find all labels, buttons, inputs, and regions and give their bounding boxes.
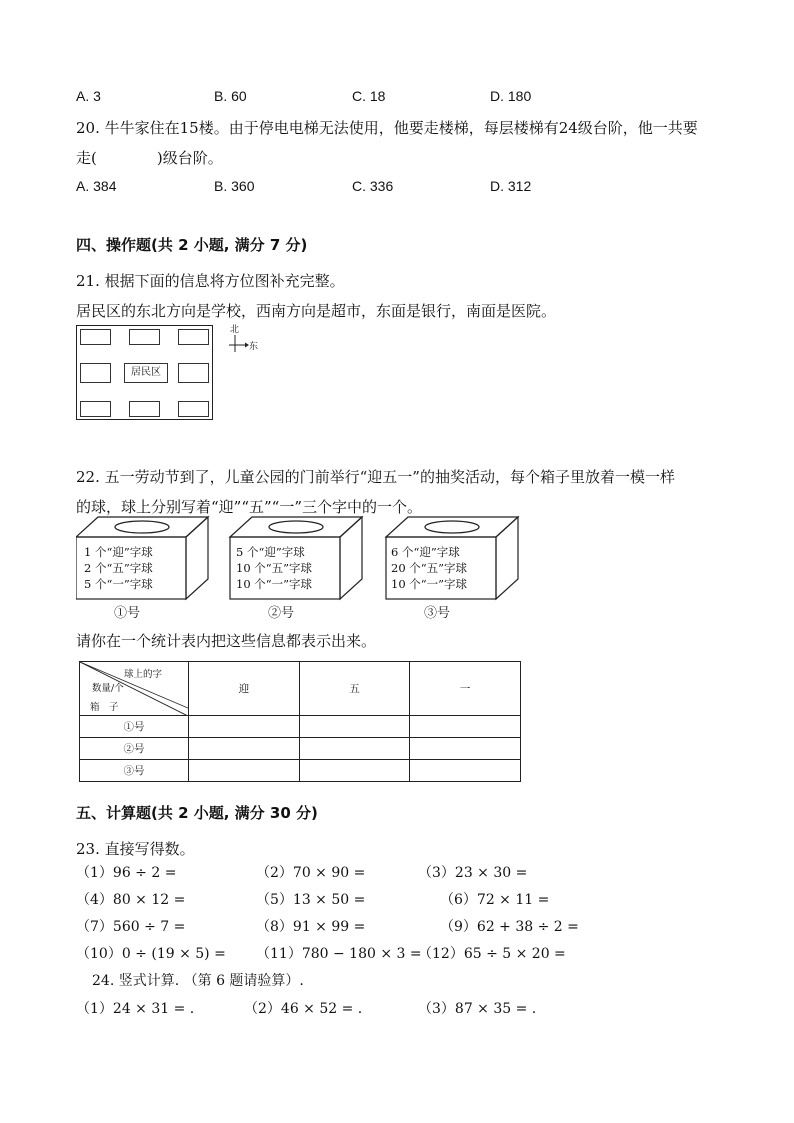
- vertical-calc-item: （1）24 × 31 = .: [76, 1001, 195, 1017]
- box-3-caption: ③号: [424, 606, 451, 621]
- direction-map: [76, 325, 213, 420]
- row-header: ①号: [80, 716, 189, 738]
- q24-title: 24. 竖式计算. （第 6 题请验算）.: [92, 973, 304, 989]
- q19-option-d: D. 180: [490, 88, 532, 104]
- calc-item: （12）65 ÷ 5 × 20 =: [418, 946, 566, 962]
- q21-line1: 21. 根据下面的信息将方位图补充完整。: [76, 272, 345, 290]
- q22-line2: 的球，球上分别写着“迎”“五”“一”三个字中的一个。: [76, 498, 423, 516]
- map-cell-southwest[interactable]: [80, 401, 111, 417]
- vertical-calc-item: （2）46 × 52 = .: [244, 1001, 363, 1017]
- compass-east-label: 东: [249, 342, 259, 352]
- q20-line1: 20. 牛牛家住在15楼。由于停电电梯无法使用，他要走楼梯，每层楼梯有24级台阶，他一共要: [76, 119, 698, 137]
- statistics-table: [79, 661, 521, 782]
- map-center-residential: 居民区: [124, 363, 168, 383]
- box-1-contents: [84, 544, 153, 592]
- calc-item: （10）0 ÷ (19 × 5) =: [76, 946, 226, 962]
- q19-option-b: B. 60: [214, 88, 247, 104]
- compass-icon: [227, 322, 263, 356]
- box-1-line: 2 个“五”字球: [84, 561, 153, 575]
- section-5-title: 五、计算题(共 2 小题, 满分 30 分): [76, 804, 318, 822]
- q19-option-a: A. 3: [76, 88, 101, 104]
- calc-item: （9）62 + 38 ÷ 2 =: [440, 919, 579, 935]
- table-cell[interactable]: [299, 716, 410, 738]
- q23-title: 23. 直接写得数。: [76, 840, 195, 858]
- table-cell[interactable]: [189, 716, 300, 738]
- table-cell[interactable]: [189, 738, 300, 760]
- q20-line2: 走( )级台阶。: [76, 149, 223, 167]
- q20-option-c: C. 336: [352, 178, 394, 194]
- table-cell[interactable]: [299, 738, 410, 760]
- box-1-caption: ①号: [114, 606, 141, 621]
- table-cell[interactable]: [410, 716, 521, 738]
- table-cell[interactable]: [189, 760, 300, 782]
- calc-item: （6）72 × 11 =: [440, 892, 550, 908]
- box-1-line: 1 个“迎”字球: [84, 545, 153, 559]
- map-cell-north[interactable]: [129, 329, 160, 345]
- calc-item: （7）560 ÷ 7 =: [76, 919, 186, 935]
- table-cell[interactable]: [299, 760, 410, 782]
- box-3-line: 6 个“迎”字球: [391, 545, 460, 559]
- box-2-line: 10 个“一”字球: [236, 577, 313, 591]
- compass-north-label: 北: [230, 325, 240, 335]
- vertical-calc-item: （3）87 × 35 = .: [418, 1001, 537, 1017]
- box-1-line: 5 个“一”字球: [84, 577, 153, 591]
- q20-option-b: B. 360: [214, 178, 255, 194]
- calc-item: （2）70 × 90 =: [256, 865, 366, 881]
- q21-line2: 居民区的东北方向是学校，西南方向是超市，东面是银行，南面是医院。: [76, 302, 557, 320]
- box-3-line: 10 个“一”字球: [391, 577, 468, 591]
- q22-line1: 22. 五一劳动节到了，儿童公园的门前举行“迎五一”的抽奖活动，每个箱子里放着一模一样: [76, 468, 675, 486]
- q19-option-c: C. 18: [352, 88, 386, 104]
- calc-item: （3）23 × 30 =: [418, 865, 528, 881]
- box-3-contents: [391, 544, 467, 592]
- q22-instruction: 请你在一个统计表内把这些信息都表示出来。: [76, 632, 377, 650]
- map-cell-east[interactable]: [178, 363, 209, 383]
- table-corner-header: [80, 662, 189, 716]
- table-cell[interactable]: [410, 738, 521, 760]
- column-header: 五: [299, 662, 410, 716]
- corner-middle-label: 数量/个: [92, 683, 124, 694]
- q20-option-a: A. 384: [76, 178, 117, 194]
- box-2-line: 5 个“迎”字球: [236, 545, 305, 559]
- box-2-contents: [236, 544, 312, 592]
- row-header: ②号: [80, 738, 189, 760]
- calc-item: （4）80 × 12 =: [76, 892, 186, 908]
- calc-item: （8）91 × 99 =: [256, 919, 366, 935]
- map-cell-southeast[interactable]: [178, 401, 209, 417]
- lottery-boxes: [76, 515, 526, 620]
- column-header: 迎: [189, 662, 300, 716]
- section-4-title: 四、操作题(共 2 小题, 满分 7 分): [76, 236, 308, 254]
- map-cell-northeast[interactable]: [178, 329, 209, 345]
- corner-top-label: 球上的字: [123, 669, 162, 680]
- corner-bottom-label: 箱 子: [90, 702, 119, 713]
- table-cell[interactable]: [410, 760, 521, 782]
- calc-item: （5）13 × 50 =: [256, 892, 366, 908]
- calc-item: （1）96 ÷ 2 =: [76, 865, 177, 881]
- map-cell-northwest[interactable]: [80, 329, 111, 345]
- box-2-caption: ②号: [268, 606, 295, 621]
- map-cell-west[interactable]: [80, 363, 111, 383]
- box-2-line: 10 个“五”字球: [236, 561, 313, 575]
- calc-item: （11）780 − 180 × 3 =: [256, 946, 422, 962]
- row-header: ③号: [80, 760, 189, 782]
- map-cell-south[interactable]: [129, 401, 160, 417]
- box-3-line: 20 个“五”字球: [391, 561, 468, 575]
- column-header: 一: [410, 662, 521, 716]
- q20-option-d: D. 312: [490, 178, 532, 194]
